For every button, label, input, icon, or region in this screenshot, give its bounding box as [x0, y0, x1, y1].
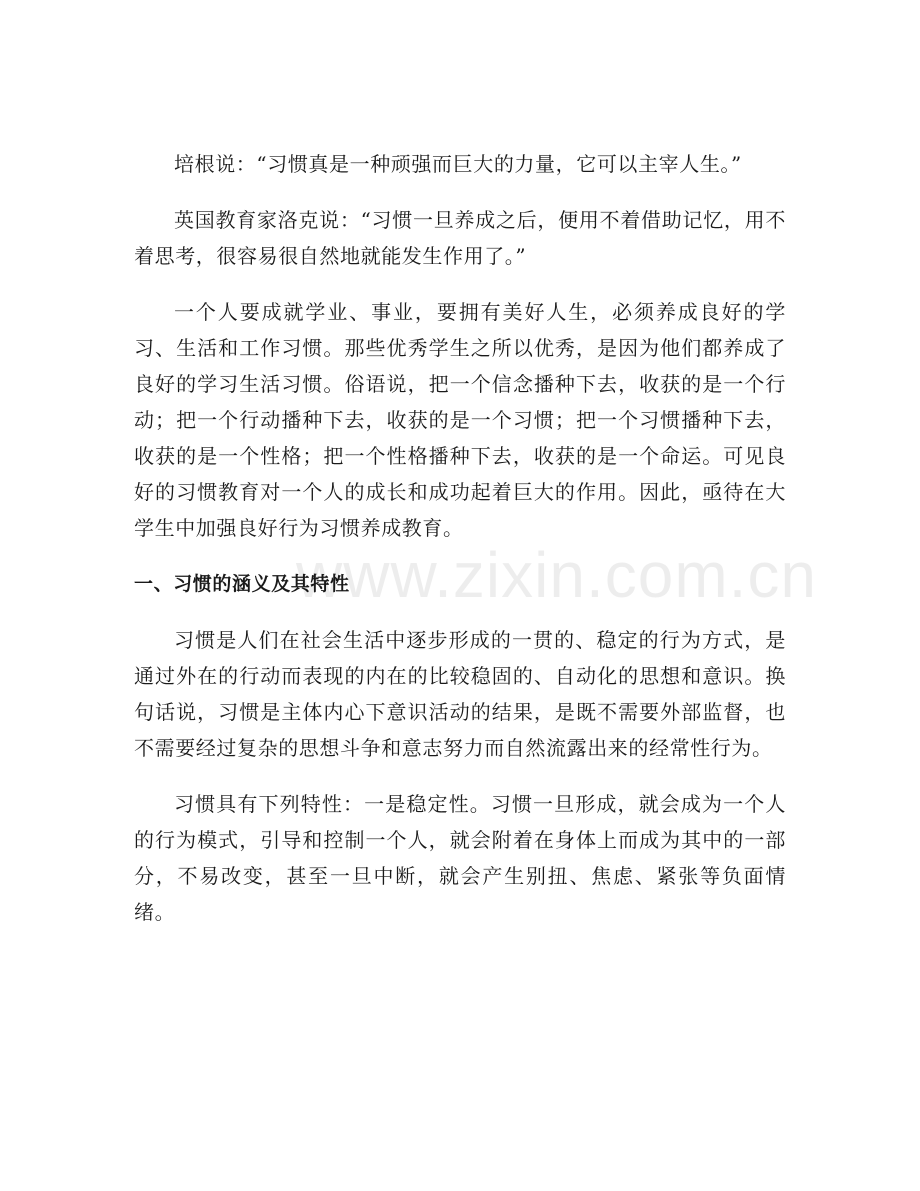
paragraph-habit-characteristics: 习惯具有下列特性：一是稳定性。习惯一旦形成，就会成为一个人的行为模式，引导和控制一个人，就会附着在身体上而成为其中的一部分，不易改变，甚至一旦中断，就会产生别扭、焦虑、紧张等负面情绪。 [134, 792, 786, 924]
paragraph-locke-quote: 英国教育家洛克说：“习惯一旦养成之后，便用不着借助记忆，用不着思考，很容易很自然地就能发生作用了。” [134, 208, 786, 268]
paragraph-bacon-quote: 培根说：“习惯真是一种顽强而巨大的力量，它可以主宰人生。” [174, 152, 742, 176]
paragraph-habit-definition: 习惯是人们在社会生活中逐步形成的一贯的、稳定的行为方式，是通过外在的行动而表现的内在的比较稳固的、自动化的思想和意识。换句话说，习惯是主体内心下意识活动的结果，是既不需要外部监督，也不需要经过复杂的思想斗争和意志努力而自然流露出来的经常性行为。 [134, 628, 786, 760]
document-body [134, 146, 786, 950]
watermark-text: www.zixin.com.cn [296, 539, 817, 611]
paragraph-habit-importance: 一个人要成就学业、事业，要拥有美好人生，必须养成良好的学习、生活和工作习惯。那些优秀学生之所以优秀，是因为他们都养成了良好的学习生活习惯。俗语说，把一个信念播种下去，收获的是一个行动；把一个行动播种下去，收获的是一个习惯；把一个习惯播种下去，收获的是一个性格；把一个性格播种下去，收获的是一个命运。可见良好的习惯教育对一个人的成长和成功起着巨大的作用。因此，亟待在大学生中加强良好行为习惯养成教育。 [134, 300, 786, 540]
section-heading: 一、习惯的涵义及其特性 [134, 573, 350, 595]
